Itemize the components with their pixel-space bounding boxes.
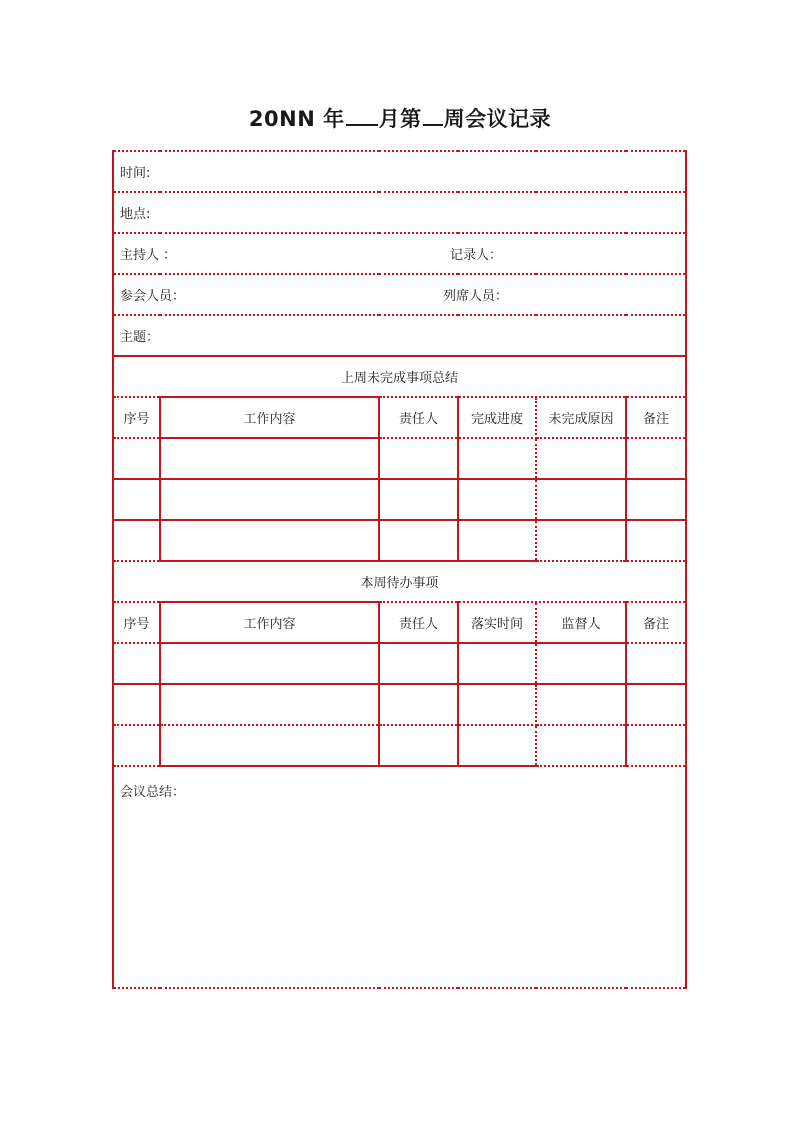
topic-row: [113, 315, 686, 356]
cell-notes[interactable]: [626, 684, 686, 725]
cell-notes[interactable]: [626, 438, 686, 479]
cell-index[interactable]: [113, 520, 160, 561]
month-blank: [346, 108, 378, 126]
col-header-index: 序号: [113, 397, 160, 438]
meeting-summary-field[interactable]: [113, 766, 686, 988]
cell-index[interactable]: [113, 684, 160, 725]
title-month: 月第: [378, 107, 422, 131]
cell-notes[interactable]: [626, 520, 686, 561]
table-row: [113, 684, 686, 725]
host-label: 主持人 ：: [120, 248, 177, 263]
cell-supervisor[interactable]: [536, 725, 626, 766]
col-header-content: 工作内容: [160, 397, 379, 438]
cell-content[interactable]: [160, 479, 379, 520]
cell-index[interactable]: [113, 479, 160, 520]
col-header-progress: 完成进度: [458, 397, 536, 438]
topic-label: 主题：: [120, 330, 160, 345]
table-row: [113, 438, 686, 479]
cell-notes[interactable]: [626, 725, 686, 766]
time-row: [113, 151, 686, 192]
cell-reason[interactable]: [536, 520, 626, 561]
cell-deadline[interactable]: [458, 643, 536, 684]
host-recorder-field[interactable]: [113, 233, 686, 274]
place-row: [113, 192, 686, 233]
week-blank: [423, 108, 443, 126]
time-label: 时间:: [120, 166, 151, 181]
table-row: [113, 643, 686, 684]
cell-progress[interactable]: [458, 438, 536, 479]
cell-owner[interactable]: [379, 684, 458, 725]
participants-field[interactable]: [113, 274, 686, 315]
last-week-heading-row: [113, 356, 686, 397]
page-title: [0, 103, 800, 133]
col-header-index: 序号: [113, 602, 160, 643]
last-week-header-row: [113, 397, 686, 438]
place-field[interactable]: [113, 192, 686, 233]
cell-content[interactable]: [160, 643, 379, 684]
col-header-deadline: 落实时间: [458, 602, 536, 643]
cell-progress[interactable]: [458, 520, 536, 561]
place-label: 地点:: [120, 207, 151, 222]
cell-notes[interactable]: [626, 479, 686, 520]
this-week-heading: 本周待办事项: [113, 561, 686, 602]
cell-index[interactable]: [113, 438, 160, 479]
cell-index[interactable]: [113, 725, 160, 766]
col-header-notes: 备注: [626, 397, 686, 438]
this-week-header-row: [113, 602, 686, 643]
cell-notes[interactable]: [626, 643, 686, 684]
table-row: [113, 479, 686, 520]
cell-content[interactable]: [160, 725, 379, 766]
cell-owner[interactable]: [379, 479, 458, 520]
cell-content[interactable]: [160, 520, 379, 561]
last-week-heading: 上周未完成事项总结: [113, 356, 686, 397]
col-header-content: 工作内容: [160, 602, 379, 643]
summary-label: 会议总结：: [120, 785, 186, 800]
cell-supervisor[interactable]: [536, 643, 626, 684]
table-row: [113, 725, 686, 766]
this-week-heading-row: [113, 561, 686, 602]
host-row: [113, 233, 686, 274]
cell-content[interactable]: [160, 438, 379, 479]
col-header-reason: 未完成原因: [536, 397, 626, 438]
title-year: 20NN 年: [248, 107, 345, 131]
recorder-label: 记录人：: [450, 248, 503, 263]
cell-owner[interactable]: [379, 725, 458, 766]
participants-label: 参会人员：: [120, 289, 186, 304]
cell-content[interactable]: [160, 684, 379, 725]
attendees-label: 列席人员：: [443, 289, 509, 304]
cell-reason[interactable]: [536, 479, 626, 520]
table-row: [113, 520, 686, 561]
cell-reason[interactable]: [536, 438, 626, 479]
col-header-supervisor: 监督人: [536, 602, 626, 643]
col-header-notes: 备注: [626, 602, 686, 643]
cell-owner[interactable]: [379, 643, 458, 684]
cell-owner[interactable]: [379, 438, 458, 479]
time-field[interactable]: [113, 151, 686, 192]
col-header-owner: 责任人: [379, 602, 458, 643]
cell-index[interactable]: [113, 643, 160, 684]
topic-field[interactable]: [113, 315, 686, 356]
cell-deadline[interactable]: [458, 725, 536, 766]
summary-row: [113, 766, 686, 988]
col-header-owner: 责任人: [379, 397, 458, 438]
title-week: 周会议记录: [443, 107, 552, 131]
cell-owner[interactable]: [379, 520, 458, 561]
participants-row: [113, 274, 686, 315]
cell-supervisor[interactable]: [536, 684, 626, 725]
meeting-form-table: [112, 150, 687, 989]
cell-progress[interactable]: [458, 479, 536, 520]
cell-deadline[interactable]: [458, 684, 536, 725]
